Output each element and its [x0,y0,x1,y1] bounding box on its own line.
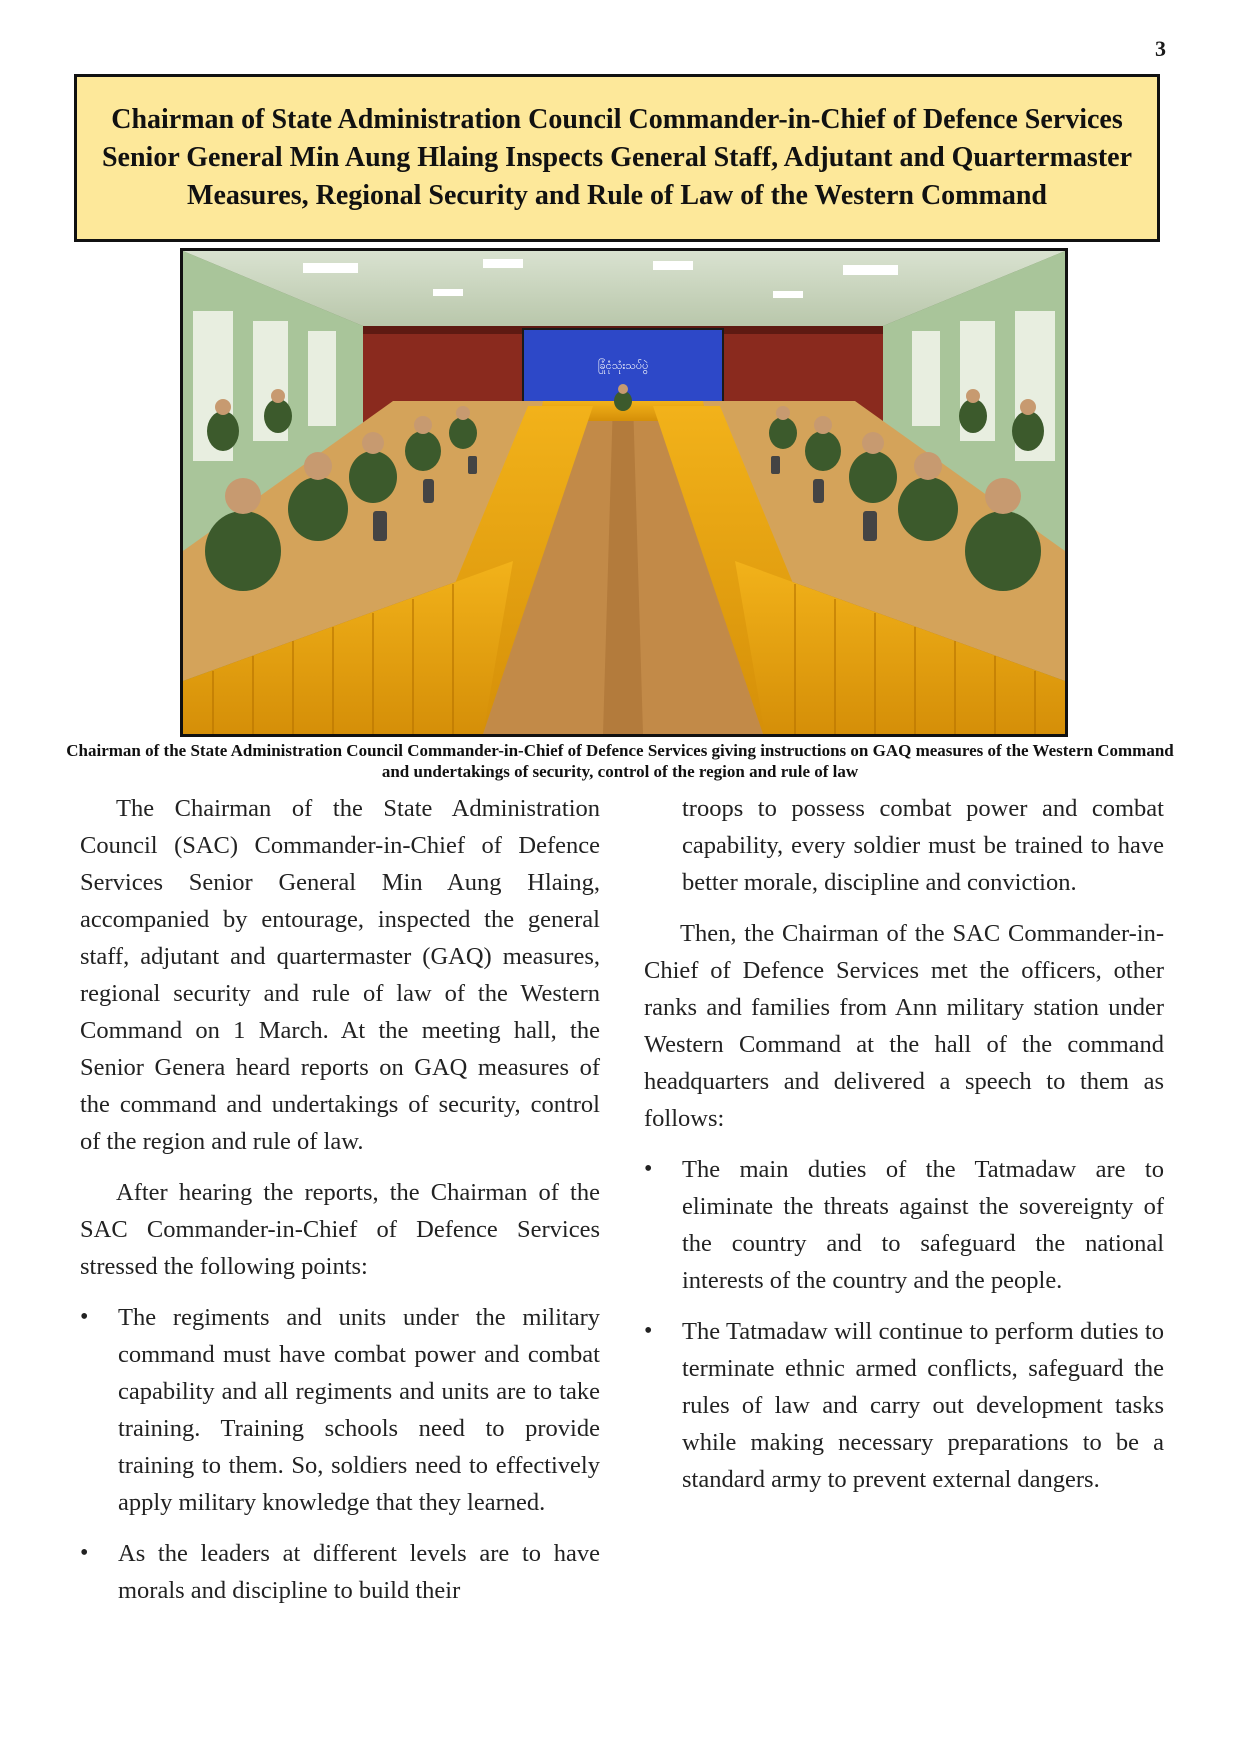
ceiling-light [433,289,463,296]
left-column [80,790,600,1623]
bullet-item: • The Tatmadaw will continue to perform duties to terminate ethnic armed conflicts, safeguard the rules of law and carry out development tasks while making necessary preparations to be a standard army to prevent external dangers. [644,1313,1164,1498]
body-paragraph: Then, the Chairman of the SAC Commander-in-Chief of Defence Services met the officers, other ranks and families from Ann military station under Western Command at the hall of the command headquarters and delivered a speech to them as follows: [644,920,1164,1132]
meeting-hall-photo [180,248,1068,737]
bullet-continuation: troops to possess combat power and combat capability, every soldier must be trained to have better morale, discipline and conviction. [682,795,1164,896]
bullet-item: • As the leaders at different levels are to have morals and discipline to build their [80,1535,600,1609]
ceiling-light [303,263,358,273]
body-paragraph: The Chairman of the State Administration Council (SAC) Commander-in-Chief of Defence Services Senior General Min Aung Hlaing, accompanied by entourage, inspected the general staff, adjutant and quartermaster (GAQ) measures, regional security and rule of law of the Western Command on 1 March. At the meeting hall, the Senior Genera heard reports on GAQ measures of the command and undertakings of security, control of the region and rule of law. [80,795,600,1155]
bullet-item: • The regiments and units under the military command must have combat power and combat capability and all regiments and units are to take training. Training schools need to provide training to them. So, soldiers need to effectively apply military knowledge that they learned. [80,1299,600,1521]
ceiling-light [483,259,523,268]
meeting-hall-illustration [183,251,1065,734]
bullet-list [644,1151,1164,1498]
screen-text: ခြုံငုံသုံးသပ်ပွဲ [597,359,649,372]
chairman-head [618,384,628,394]
bullet-item: • The main duties of the Tatmadaw are to eliminate the threats against the sovereignty of the country and to safeguard the national interests of the country and the people. [644,1151,1164,1299]
bullet-list [80,1299,600,1609]
ceiling-light [843,265,898,275]
window [912,331,940,426]
window [308,331,336,426]
page-number: 3 [1155,36,1166,61]
headline: Chairman of State Administration Council Commander-in-Chief of Defence Services Senior General Min Aung Hlaing Inspects General Staff, Adjutant and Quartermaster Measures, Regional Security and Rule of Law of the Western Command [101,104,1133,211]
right-column [644,790,1164,1512]
photo-caption: Chairman of the State Administration Council Commander-in-Chief of Defence Services giving instructions on GAQ measures of the Western Command and undertakings of security, control of the region and rule of law [66,741,1174,781]
ceiling-light [653,261,693,270]
headline-box [74,74,1160,242]
ceiling-light [773,291,803,298]
body-paragraph: After hearing the reports, the Chairman of the SAC Commander-in-Chief of Defence Services stressed the following points: [80,1179,600,1280]
